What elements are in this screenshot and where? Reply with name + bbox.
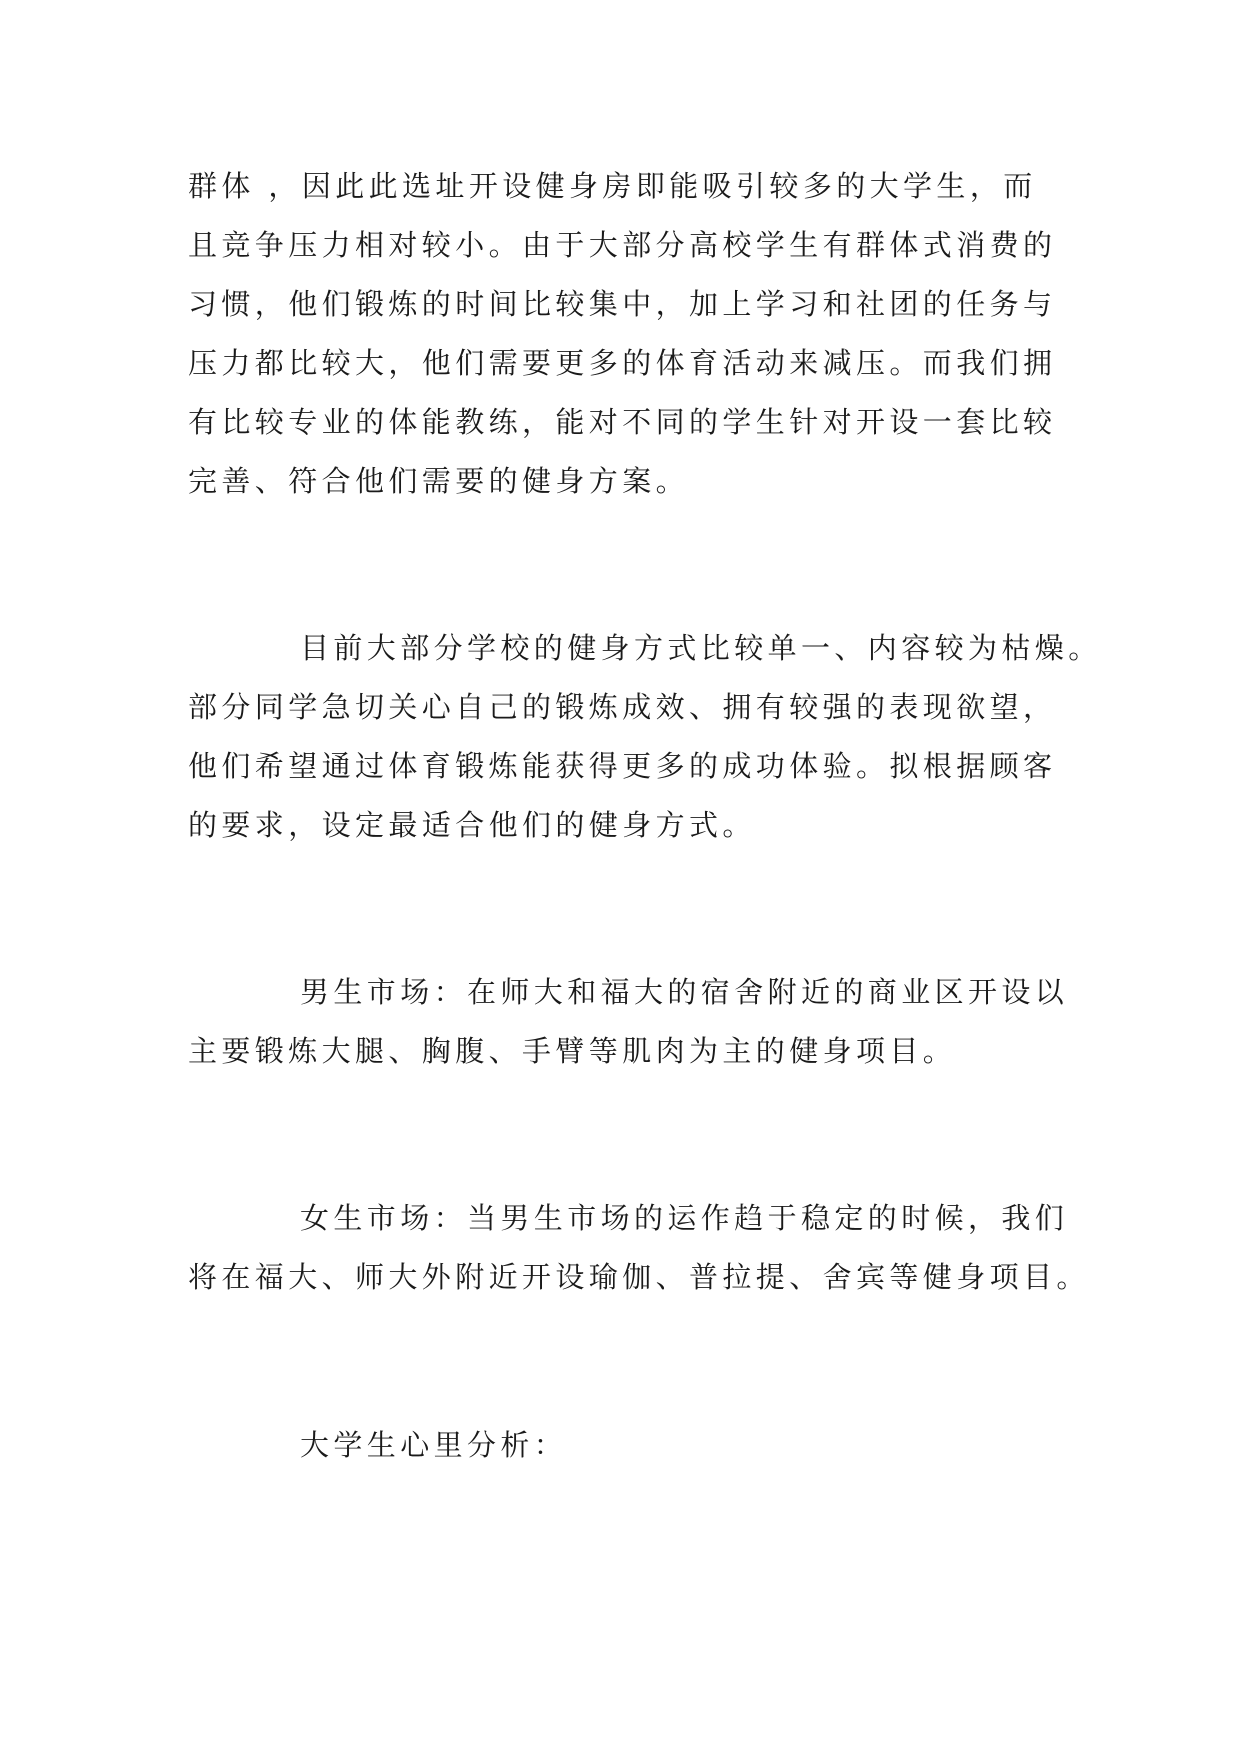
paragraph-1-line-4: 压力都比较大，他们需要更多的体育活动来减压。而我们拥 bbox=[188, 346, 1057, 380]
paragraph-2-line-4: 的要求，设定最适合他们的健身方式。 bbox=[188, 808, 756, 842]
paragraph-4-line-2: 将在福大、师大外附近开设瑜伽、普拉提、舍宾等健身项目。 bbox=[188, 1260, 1090, 1294]
paragraph-2-line-2: 部分同学急切关心自己的锻炼成效、拥有较强的表现欲望， bbox=[188, 690, 1057, 724]
paragraph-1-line-5: 有比较专业的体能教练，能对不同的学生针对开设一套比较 bbox=[188, 405, 1057, 439]
paragraph-1-line-2: 且竞争压力相对较小。由于大部分高校学生有群体式消费的 bbox=[188, 228, 1057, 262]
paragraph-1-line-1: 群体 ，因此此选址开设健身房即能吸引较多的大学生，而 bbox=[188, 169, 1037, 203]
paragraph-3-line-1: 男生市场：在师大和福大的宿舍附近的商业区开设以 bbox=[300, 975, 1069, 1009]
paragraph-5-line-1: 大学生心里分析： bbox=[300, 1428, 568, 1462]
paragraph-2-line-3: 他们希望通过体育锻炼能获得更多的成功体验。拟根据顾客 bbox=[188, 749, 1057, 783]
paragraph-4-line-1: 女生市场：当男生市场的运作趋于稳定的时候，我们 bbox=[300, 1201, 1069, 1235]
paragraph-1-line-3: 习惯，他们锻炼的时间比较集中，加上学习和社团的任务与 bbox=[188, 287, 1057, 321]
paragraph-1-line-6: 完善、符合他们需要的健身方案。 bbox=[188, 464, 690, 498]
paragraph-2-line-1: 目前大部分学校的健身方式比较单一、内容较为枯燥。 bbox=[300, 631, 1102, 665]
paragraph-3-line-2: 主要锻炼大腿、胸腹、手臂等肌肉为主的健身项目。 bbox=[188, 1034, 957, 1068]
